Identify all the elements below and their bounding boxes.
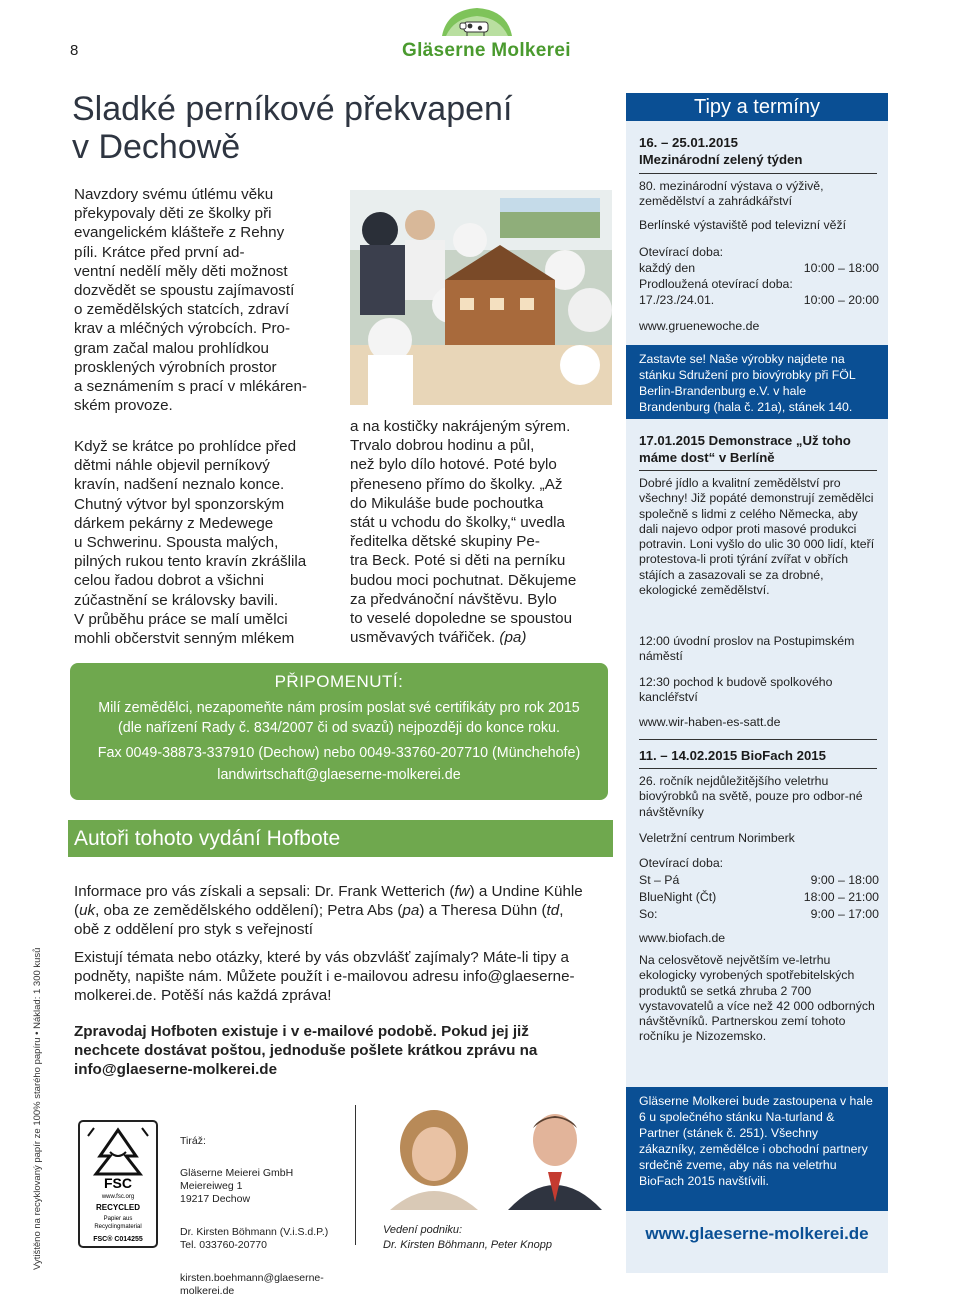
event1-title: IMezinárodní zelený týden	[639, 152, 803, 167]
event1-venue: Berlínské výstaviště pod televizní věží	[639, 218, 847, 232]
fsc-sub1: Papier aus	[103, 1216, 133, 1222]
event1-date: 16. – 25.01.2015	[639, 135, 738, 150]
page-number: 8	[70, 42, 79, 59]
event3-url[interactable]: www.biofach.de	[639, 931, 726, 945]
authors-title: Autoři tohoto vydání Hofbote	[74, 827, 341, 850]
event2-time1: 12:00 úvodní proslov na Postupimském náměstí	[639, 634, 855, 664]
event1-url[interactable]: www.gruenewoche.de	[639, 319, 760, 333]
info-initials: td	[546, 902, 560, 919]
info-text: Informace pro vás získali a sepsali: Dr. Frank Wetterich (	[74, 883, 455, 900]
article-title-line1: Sladké perníkové překvapení	[72, 90, 513, 128]
info-text: ) a Theresa Dühn (	[419, 902, 547, 919]
imprint-address: Gläserne Meierei GmbH Meiereiweg 1 19217 Dechow	[180, 1167, 294, 1205]
fsc-badge	[78, 1120, 158, 1248]
photo-peter-knopp	[502, 1102, 608, 1210]
divider	[355, 1105, 356, 1245]
hours-day: So:	[639, 907, 658, 921]
hours-day: každý den	[639, 261, 696, 275]
event2-url[interactable]: www.wir-haben-es-satt.de	[639, 715, 781, 729]
divider	[639, 739, 877, 740]
article-paragraph-3	[350, 417, 610, 647]
article-paragraph-2: Když se krátce po prohlídce před dětmi náhle objevil perníkový kravín, nadšení neznalo konce. Chutný výtvor byl sponzorským dárkem pekárny z Medewege u Schwerinu. Spousta malých, pilných rukou tento kravín zkrášlila celou řadou dobrot a všichni zúčastnění se královsky bavili. V průběhu práce se malí umělci mohli občerstvit senným mlékem	[74, 438, 307, 648]
website-link[interactable]: www.glaeserne-molkerei.de	[645, 1224, 869, 1243]
event3-more: Na celosvětově největším ve-letrhu ekologicky vyrobených spotřebitelských produktů se setká zhruba 2 700 vystavovatelů a více než 42 000 odborných návštěvníků. Partnerskou zemí tohoto ročníku je Nizozemsko.	[639, 953, 875, 1044]
article-paragraph-3-text: a na kostičky nakrájeným sýrem. Trvalo dobrou hodinu a půl, než bylo dílo hotové. Poté bylo přeneseno přímo do školky. „Až do Mikuláše bude pochoutka stát u vchodu do školky,“ uvedla ředitelka dětské skupiny Pe- tra Beck. Poté si děti na perníku budou moci pochutnat. Děkujeme za předvánoční návštěvu. Bylo to veselé dopoledne se spoustou usměvavých tvářiček.	[350, 418, 577, 647]
reminder-title: PŘIPOMENUTÍ:	[274, 672, 404, 691]
logo-text: Gläserne Molkerei	[402, 40, 571, 61]
imprint-contact: Dr. Kirsten Böhmann (V.i.S.d.P.) Tel. 033760-20770	[180, 1226, 329, 1251]
event2-desc: Dobré jídlo a kvalitní zemědělství pro všechny! Již popáté demonstrují zemědělci společně s lidmi z celého Německa, aby dali najevo odpor proti masové produkci potravin. Loni vyšlo do ulic 30 000 lidí, kteří protestova-li proti týrání zvířat v obřích stájích a zasazovali se za drobné, ekologické zemědělství.	[639, 476, 875, 598]
event3-hours-label: Otevírací doba:	[639, 856, 724, 870]
event3-hours-row	[639, 907, 879, 922]
authors-info	[74, 882, 584, 939]
fsc-label: FSC	[104, 1175, 132, 1191]
article-author-tag: (pa)	[499, 629, 527, 647]
imprint	[180, 1122, 355, 1311]
event3-hours-row	[639, 873, 879, 888]
hours-time: 9:00 – 17:00	[810, 907, 879, 921]
hours-day: 17./23./24.01.	[639, 293, 715, 307]
reminder-contact: Fax 0049-38873-337910 (Dechow) nebo 0049-33760-207710 (Münchehofe) landwirtschaft@glaeserne-molkerei.de	[97, 745, 581, 783]
event1-hours-row	[639, 261, 879, 276]
event2-title: 17.01.2015 Demonstrace „Už toho máme dost“ v Berlíně	[639, 433, 851, 465]
divider	[639, 768, 877, 769]
event1-hours-label: Otevírací doba:	[639, 245, 724, 259]
hours-time: 10:00 – 18:00	[803, 261, 879, 275]
management-caption: Vedení podniku: Dr. Kirsten Böhmann, Peter Knopp	[383, 1224, 552, 1251]
sidebar-title: Tipy a termíny	[626, 93, 888, 121]
event1-desc: 80. mezinárodní výstava o výživě, zemědělství a zahrádkářství	[639, 179, 824, 209]
event1-hours-row	[639, 293, 879, 308]
authors-band	[68, 820, 613, 857]
hours-time: 9:00 – 18:00	[810, 873, 879, 887]
event1-ext-label: Prodloužená otevírací doba:	[639, 277, 793, 291]
info-text: , obě z oddělení pro styk s veřejností	[74, 902, 564, 938]
article-paragraph-1: Navzdory svému útlému věku překypovaly děti ze školky při evangelickém klášteře z Rehny píli. Krátce před první ad- ventní nedělí měly děti možnost dozvědět se spoustu zajímavostí o zemědělských statcích, zdraví krav a mléčných výrobcích. Pro- gram začal malou prohlídkou prosklených výrobních prostor a seznámením s prací v mlékáren- ském provoze.	[74, 186, 307, 415]
reminder-body: Milí zemědělci, nezapomeňte nám prosím poslat své certifikáty pro rok 2015 (dle nařízení Rady č. 834/2007 či od svazů) nejpozději do konce roku.	[98, 700, 580, 736]
event3-hours-row	[639, 890, 879, 905]
info-initials: uk	[79, 902, 96, 919]
fsc-tree-icon	[80, 1122, 156, 1246]
event3-venue: Veletržní centrum Norimberk	[639, 831, 795, 845]
topics-invite: Existují témata nebo otázky, které by vás obzvlášť zajímaly? Máte-li tipy a podněty, napište nám. Můžete použít i e-mailovou adresu info@glaeserne-molkerei.de. Potěší nás každá zpráva!	[74, 949, 575, 1004]
hours-time: 18:00 – 21:00	[803, 890, 879, 904]
article-title	[72, 90, 592, 166]
fsc-recycled: RECYCLED	[95, 1203, 141, 1212]
event1-booth-box: Zastavte se! Naše výrobky najdete na stánku Sdružení pro biovýrobky při FÖL Berlin-Brandenburg e.V. v hale Brandenburg (hala č. 21a), stánek 140.	[626, 345, 888, 419]
event3-desc: 26. ročník nejdůležitějšího veletrhu biovýrobků na světě, pouze pro odbor-né návštěvníky	[639, 774, 863, 819]
event3-booth-box: Gläserne Molkerei bude zastoupena v hale 6 u společného stánku Na-turland & Partner (stánek č. 251). Všechny zákazníky, zemědělce i obchodní partnery srdečně zveme, aby nás na veletrhu BioFach 2015 navštívili.	[626, 1087, 888, 1211]
hours-day: St – Pá	[639, 873, 680, 887]
info-initials: fw	[454, 883, 470, 900]
hours-day: BlueNight (Čt)	[639, 890, 717, 904]
fsc-url: www.fsc.org	[101, 1194, 135, 1200]
reminder-box	[70, 663, 608, 800]
article-title-line2: v Dechowě	[72, 128, 241, 166]
photo-kirsten-boehmann	[370, 1102, 498, 1210]
email-version-note: Zpravodaj Hofboten existuje i v e-mailové podobě. Pokud jej již nechcete dostávat poštou, jednoduše pošlete krátkou zprávu na info@glaeserne-molkerei.de	[74, 1023, 538, 1078]
hours-time: 10:00 – 20:00	[803, 293, 879, 307]
print-note: Vytištěno na recyklovaný papír ze 100% starého papíru • Náklad: 1 300 kusů	[32, 947, 43, 1270]
fsc-code: FSC® C014255	[93, 1236, 143, 1243]
imprint-email: kirsten.boehmann@glaeserne- molkerei.de	[180, 1272, 324, 1297]
info-text: , oba ze zemědělského oddělení); Petra Abs (	[95, 902, 403, 919]
divider	[639, 470, 877, 471]
imprint-heading: Tiráž:	[180, 1135, 206, 1147]
event3-title: 11. – 14.02.2015 BioFach 2015	[639, 748, 826, 763]
info-initials: pa	[402, 902, 420, 919]
event2-time2: 12:30 pochod k budově spolkového kancléřství	[639, 675, 833, 705]
events-sidebar	[626, 93, 888, 1273]
article-photo	[350, 190, 612, 405]
info-text: ) a Undine Kühle (	[74, 883, 583, 919]
fsc-sub2: Recyclingmaterial	[94, 1224, 142, 1230]
divider	[639, 173, 877, 174]
